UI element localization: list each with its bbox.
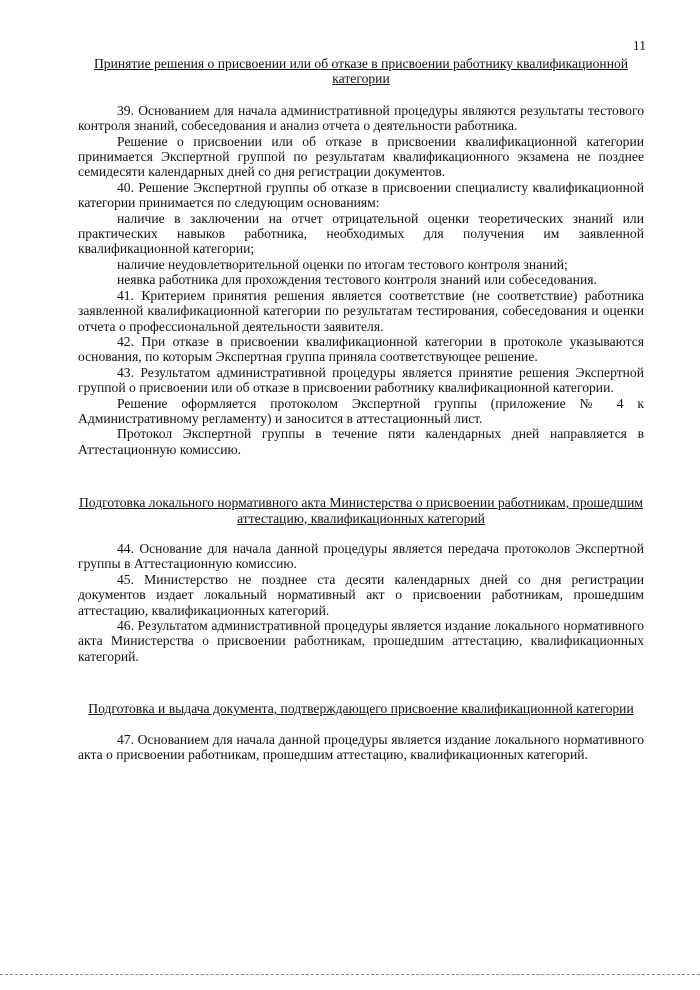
section-title: Принятие решения о присвоении или об отказе в присвоении работнику квалификационной категории: [93, 56, 629, 87]
section-title: Подготовка и выдача документа, подтверждающего присвоение квалификационной категории: [88, 701, 634, 717]
paragraph-42: 42. При отказе в присвоении квалификационной категории в протоколе указываются основания, по которым Экспертная группа приняла соответствующее решение.: [78, 333, 644, 365]
paragraph-39: 39. Основанием для начала административной процедуры являются результаты тестового контроля знаний, собеседования и анализ отчета о деятельности работника.: [78, 102, 644, 134]
paragraph-43: 43. Результатом административной процедуры является принятие решения Экспертной группой о присвоении или об отказе в присвоении работнику квалификационной категории.: [78, 364, 644, 396]
paragraph-44: 44. Основание для начала данной процедуры является передача протоколов Экспертной группы в Аттестационную комиссию.: [78, 540, 644, 572]
paragraph: Решение оформляется протоколом Экспертной группы (приложение № 4 к Административному регламенту) и заносится в аттестационный лист.: [78, 395, 644, 426]
page-number: 11: [632, 38, 646, 53]
paragraph-40: 40. Решение Экспертной группы об отказе в присвоении специалисту квалификационной категории принимается по следующим основаниям:: [78, 179, 644, 211]
scan-edge-line: [0, 974, 700, 975]
paragraph: Решение о присвоении или об отказе в присвоении квалификационной категории принимается Экспертной группой по результатам квалификационного экзамена не позднее семидесяти календарных дней со дня регистрации документов.: [78, 133, 644, 180]
paragraph: Протокол Экспертной группы в течение пяти календарных дней направляется в Аттестационную комиссию.: [78, 426, 644, 457]
list-item: неявка работника для прохождения тестового контроля знаний или собеседования.: [117, 272, 597, 288]
paragraph-45: 45. Министерство не позднее ста десяти календарных дней со дня регистрации документов издает локальный нормативный акт о присвоении работникам, прошедшим аттестацию, квалификационных категорий.: [78, 571, 644, 618]
paragraph-41: 41. Критерием принятия решения является соответствие (не соответствие) работника заявленной квалификационной категории по результатам тестирования, собеседования и оценки отчета о профессиональной деятельности заявителя.: [78, 287, 644, 334]
list-item: наличие неудовлетворительной оценки по итогам тестового контроля знаний;: [117, 256, 568, 272]
paragraph-47: 47. Основанием для начала данной процедуры является издание локального нормативного акта о присвоении работникам, прошедшим аттестацию, квалификационных категорий.: [78, 731, 644, 763]
paragraph-46: 46. Результатом административной процедуры является издание локального нормативного акта Министерства о присвоении работникам, прошедшим аттестацию, квалификационных категорий.: [78, 618, 644, 664]
document-page: [78, 56, 644, 762]
section-title: Подготовка локального нормативного акта Министерства о присвоении работникам, прошедшим аттестацию, квалификационных категорий: [78, 495, 644, 526]
list-item: наличие в заключении на отчет отрицательной оценки теоретических знаний или практических навыков работника, необходимых для получения им заявленной квалификационной категории;: [78, 210, 644, 257]
